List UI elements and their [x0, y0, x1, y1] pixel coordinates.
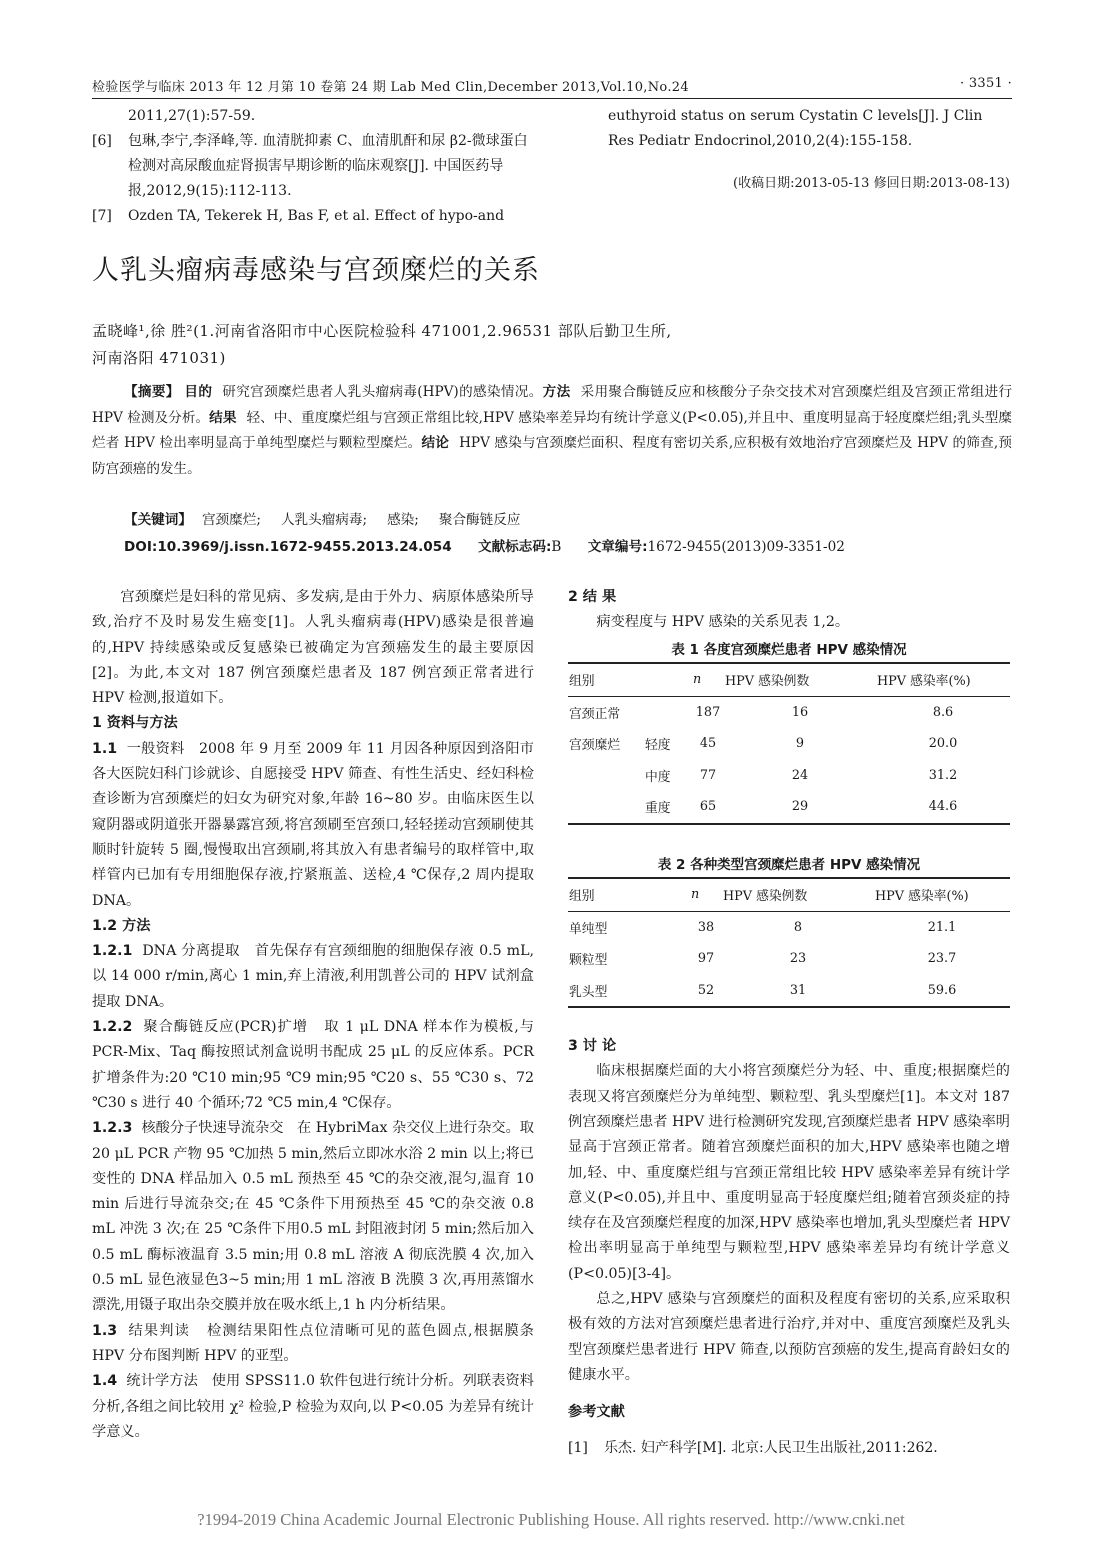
reference-1: [1] 乐杰. 妇产科学[M]. 北京:人民卫生出版社,2011:262.	[568, 1439, 938, 1456]
copyright-footer: ?1994-2019 China Academic Journal Electronic Publishing House. All rights reserved. http://www.cnki.net	[197, 1510, 905, 1529]
section-3-heading: 3 讨 论	[568, 1038, 617, 1055]
abstract-method: 采用聚合酶链反应和核酸分子杂交技术对宫颈糜烂组及宫颈正常组进行 HPV 检测及分析。	[92, 384, 1013, 426]
table-row: 宫颈正常 187 16 8.6	[569, 704, 954, 722]
column-header: HPV 感染例数	[724, 663, 876, 697]
abstract-label: 【摘要】	[124, 384, 180, 400]
doi-line: DOI:10.3969/j.issn.1672-9455.2013.24.054 文献标志码:B 文章编号:1672-9455(2013)09-3351-02	[124, 539, 845, 555]
top-references-left	[92, 104, 534, 229]
table-1-caption: 表 1 各度宫颈糜烂患者 HPV 感染情况	[671, 641, 907, 658]
discussion-paragraph-2: 总之,HPV 感染与宫颈糜烂的面积及程度有密切的关系,应采取积极有效的方法对宫颈糜烂患者进行治疗,并对中、重度宫颈糜烂及乳头型宫颈糜烂患者进行 HPV 筛查,以预防宫颈癌的发生,提高育龄妇女的健康水平。	[568, 1291, 1010, 1383]
ref-continuation: 2011,27(1):57-59.	[128, 108, 256, 124]
received-dates: (收稿日期:2013-05-13 修回日期:2013-08-13)	[733, 176, 1010, 191]
reference-7: [7] Ozden TA, Tekerek H, Bas F, et al. Effect of hypo-and	[92, 208, 505, 224]
table-2-caption: 表 2 各种类型宫颈糜烂患者 HPV 感染情况	[657, 856, 921, 873]
keyword: 感染;	[387, 512, 419, 528]
header-rule	[92, 98, 1012, 99]
column-header: HPV 感染率(%)	[876, 663, 1010, 697]
running-header	[92, 76, 1012, 95]
abstract	[92, 380, 1012, 482]
doi: DOI:10.3969/j.issn.1672-9455.2013.24.054	[124, 539, 452, 555]
top-references-right	[568, 104, 1010, 196]
authors-line-2: 河南洛阳 471031)	[92, 349, 226, 367]
subsection-title: 一般资料	[126, 740, 185, 757]
keyword: 聚合酶链反应	[438, 512, 521, 528]
keywords	[124, 508, 520, 528]
table-2	[568, 877, 1010, 1009]
column-header: 组别	[568, 878, 690, 912]
column-header: 组别	[568, 663, 644, 697]
subsection-title: 聚合酶链反应(PCR)扩增	[143, 1019, 308, 1036]
document-code: B	[551, 539, 562, 555]
section-2-heading: 2 结 果	[568, 589, 617, 605]
table-row: 重度 65 29 44.6	[568, 791, 1010, 824]
authors-line-1: 孟晓峰¹,徐 胜²(1.河南省洛阳市中心医院检验科 471001,2.96531 部队后勤卫生所,	[92, 322, 672, 340]
abstract-conclusion-label: 结论	[421, 435, 450, 451]
table-row: 中度 77 24 31.2	[645, 767, 958, 785]
subsection-title: 核酸分子快速导流杂交	[141, 1120, 284, 1137]
subsection-title: 统计学方法	[126, 1373, 198, 1390]
intro-paragraph: 宫颈糜烂是妇科的常见病、多发病,是由于外力、病原体感染所导致,治疗不及时易发生癌变[1]。人乳头瘤病毒(HPV)感染是很普遍的,HPV 持续感染或反复感染已被确定为宫颈癌发生的最主要原因[2]。为此,本文对 187 例宫颈糜烂患者及 187 例宫颈正常者进行 HPV 检测,报道如下。	[92, 589, 534, 707]
abstract-purpose-label: 目的	[184, 384, 213, 400]
table-1	[568, 662, 1010, 825]
section-1-1-text: 2008 年 9 月至 2009 年 11 月因各种原因到洛阳市各大医院妇科门诊就诊、自愿接受 HPV 筛查、有性生活史、经妇科检查诊断为宫颈糜烂的妇女为研究对象,年龄 16~80 岁。由临床医生以窥阴器或阴道张开器暴露宫颈,将宫颈刷至宫颈口,轻轻搓动宫颈刷使其顺时针旋转 5 圈,慢慢取出宫颈刷,将其放入有患者编号的取样管中,取样管内已加有专用细胞保存液,拧紧瓶盖、送检,4 ℃保存,2 周内提取 DNA。	[92, 740, 534, 909]
abstract-result: 轻、中、重度糜烂组与宫颈正常组比较,HPV 感染率差异均有统计学意义(P<0.05),并且中、重度明显高于轻度糜烂组;乳头型糜烂者 HPV 检出率明显高于单纯型糜烂与颗粒型糜烂。	[92, 409, 1012, 451]
column-header: HPV 感染率(%)	[874, 878, 1010, 912]
column-header: HPV 感染例数	[722, 878, 874, 912]
right-body-column	[568, 585, 1010, 1461]
keywords-label: 【关键词】	[124, 512, 192, 528]
references-heading: 参考文献	[568, 1404, 625, 1421]
journal-header: 检验医学与临床 2013 年 12 月第 10 卷第 24 期 Lab Med Clin,December 2013,Vol.10,No.24	[92, 80, 689, 95]
table-row: 宫颈糜烂 轻度 45 9 20.0	[569, 736, 958, 754]
keyword: 人乳头瘤病毒;	[280, 512, 368, 528]
abstract-conclusion: HPV 感染与宫颈糜烂面积、程度有密切关系,应积极有效地治疗宫颈糜烂及 HPV 的筛查,预防宫颈癌的发生。	[92, 435, 1012, 477]
reference-7-continuation: euthyroid status on serum Cystatin C levels[J]. J Clin Res Pediatr Endocrinol,2010,2(4):155-158.	[608, 108, 983, 149]
author-block	[92, 318, 1012, 372]
page-number: · 3351 ·	[959, 76, 1012, 91]
abstract-result-label: 结果	[209, 409, 237, 426]
column-header: n	[690, 878, 722, 912]
section-1-heading: 1 资料与方法	[92, 715, 178, 732]
discussion-paragraph-1: 临床根据糜烂面的大小将宫颈糜烂分为轻、中、重度;根据糜烂的表现又将宫颈糜烂分为单纯型、颗粒型、乳头型糜烂[1]。本文对 187 例宫颈糜烂患者 HPV 进行检测研究发现,宫颈糜烂患者 HPV 感染率明显高于宫颈正常者。随着宫颈糜烂面积的加大,HPV 感染率也随之增加,轻、中、重度糜烂组与宫颈正常组比较 HPV 感染率差异有统计学意义(P<0.05),并且中、重度明显高于轻度糜烂组;随着宫颈炎症的持续存在及宫颈糜烂程度的加深,HPV 感染率也增加,乳头型糜烂者 HPV 检出率明显高于单纯型与颗粒型,HPV 感染率差异均有统计学意义(P<0.05)[3-4]。	[568, 1063, 1010, 1282]
reference-6: [6] 包琳,李宁,李泽峰,等. 血清胱抑素 C、血清肌酐和尿 β2-微球蛋白检测对高尿酸血症肾损害早期诊断的临床观察[J]. 中国医药导报,2012,9(15):112-113.	[92, 133, 528, 199]
results-intro: 病变程度与 HPV 感染的关系见表 1,2。	[596, 614, 850, 631]
left-body-column: 宫颈糜烂是妇科的常见病、多发病,是由于外力、病原体感染所导致,治疗不及时易发生癌变[1]。人乳头瘤病毒(HPV)感染是很普遍的,HPV 持续感染或反复感染已被确定为宫颈癌发生的最主要原因[2]。为此,本文对 187 例宫颈糜烂患者及 187 例宫颈正常者进行 HPV 检测,报道如下。 1 资料与方法 1.1 一般资料 2008 年 9 月至 2009 年 11 月因各种原因到洛阳市各大医院妇科门诊就诊、自愿接受 HPV 筛查、有性生活史、经妇科检查诊断为宫颈糜烂的妇女为研究对象,年龄 16~80 岁。由临床医生以窥阴器或阴道张开器暴露宫颈,将宫颈刷至宫颈口,轻轻搓动宫颈刷使其顺时针旋转 5 圈,慢慢取出宫颈刷,将其放入有患者编号的取样管中,取样管内已加有专用细胞保存液,拧紧瓶盖、送检,4 ℃保存,2 周内提取 DNA。 1.2 方法 1.2.1 DNA 分离提取 首先保存有宫颈细胞的细胞保存液 0.5 mL,以 14 000 r/min,离心 1 min,弃上清液,利用凯普公司的 HPV 试剂盒提取 DNA。 1.2.2 聚合酶链反应(PCR)扩增 取 1 μL DNA 样本作为模板,与 PCR-Mix、Taq 酶按照试剂盒说明书配成 25 μL 的反应体系。PCR 扩增条件为:20 ℃10 min;95 ℃9 min;95 ℃20 s、55 ℃30 s、72 ℃30 s 进行 40 个循环;72 ℃5 min,4 ℃保存。 1.2.3 核酸分子快速导流杂交 在 HybriMax 杂交仪上进行杂交。取 20 μL PCR 产物 95 ℃加热 5 min,然后立即冰水浴 2 min 以上;将已变性的 DNA 样品加入 0.5 mL 预热至 45 ℃的杂交液,混匀,温育 10 min 后进行导流杂交;在 45 ℃条件下用预热至 45 ℃的杂交液 0.8 mL 冲洗 3 次;在 25 ℃条件下用0.5 mL 封阻液封闭 5 min;然后加入 0.5 mL 酶标液温育 3.5 min;用 0.8 mL 溶液 A 彻底洗膜 4 次,加入 0.5 mL 显色液显色3~5 min;用 1 mL 溶液 B 洗膜 3 次,再用蒸馏水漂洗,用镊子取出杂交膜并放在吸水纸上,1 h 内分析结果。 1.3 结果判读 检测结果阳性点位清晰可见的蓝色圆点,根据膜条 HPV 分布图判断 HPV 的亚型。 1.4 统计学方法 使用 SPSS11.0 软件包进行统计分析。列联表资料分析,各组之间比较用 χ² 检验,P 检验为双向,以 P<0.05 为差异有统计学意义。	[92, 585, 534, 1445]
section-1-2-2-text: 取 1 μL DNA 样本作为模板,与 PCR-Mix、Taq 酶按照试剂盒说明书配成 25 μL 的反应体系。PCR 扩增条件为:20 ℃10 min;95 ℃9 min;95 ℃20 s、55 ℃30 s、72 ℃30 s 进行 40 个循环;72 ℃5 min,4 ℃保存。	[92, 1019, 534, 1111]
section-1-2-1-text: 首先保存有宫颈细胞的细胞保存液 0.5 mL,以 14 000 r/min,离心 1 min,弃上清液,利用凯普公司的 HPV 试剂盒提取 DNA。	[92, 943, 534, 1010]
table-row: 乳头型 52 31 59.6	[568, 975, 1010, 1008]
section-1-3-text: 检测结果阳性点位清晰可见的蓝色圆点,根据膜条 HPV 分布图判断 HPV 的亚型。	[92, 1322, 534, 1364]
table-row: 单纯型 38 8 21.1	[569, 919, 957, 937]
article-number: 1672-9455(2013)09-3351-02	[647, 539, 845, 555]
subsection-title: DNA 分离提取	[142, 943, 240, 960]
table-row: 颗粒型 97 23 23.7	[569, 951, 957, 969]
column-header: n	[692, 663, 724, 697]
article-title: 人乳头瘤病毒感染与宫颈糜烂的关系	[92, 255, 540, 286]
abstract-purpose: 研究宫颈糜烂患者人乳头瘤病毒(HPV)的感染情况。	[222, 384, 543, 400]
keyword: 宫颈糜烂;	[201, 512, 261, 528]
subsection-title: 结果判读	[128, 1322, 190, 1339]
abstract-method-label: 方法	[542, 384, 571, 400]
section-1-2-3-text: 在 HybriMax 杂交仪上进行杂交。取 20 μL PCR 产物 95 ℃加热 5 min,然后立即冰水浴 2 min 以上;将已变性的 DNA 样品加入 0.5 mL 预热至 45 ℃的杂交液,混匀,温育 10 min 后进行导流杂交;在 45 ℃条件下用预热至 45 ℃的杂交液 0.8 mL 冲洗 3 次;在 25 ℃条件下用0.5 mL 封阻液封闭 5 min;然后加入 0.5 mL 酶标液温育 3.5 min;用 0.8 mL 溶液 A 彻底洗膜 4 次,加入 0.5 mL 显色液显色3~5 min;用 1 mL 溶液 B 洗膜 3 次,再用蒸馏水漂洗,用镊子取出杂交膜并放在吸水纸上,1 h 内分析结果。	[92, 1120, 534, 1314]
section-1-2-heading: 1.2 方法	[92, 917, 151, 934]
section-1-4-text: 使用 SPSS11.0 软件包进行统计分析。列联表资料分析,各组之间比较用 χ² 检验,P 检验为双向,以 P<0.05 为差异有统计学意义。	[92, 1373, 534, 1440]
